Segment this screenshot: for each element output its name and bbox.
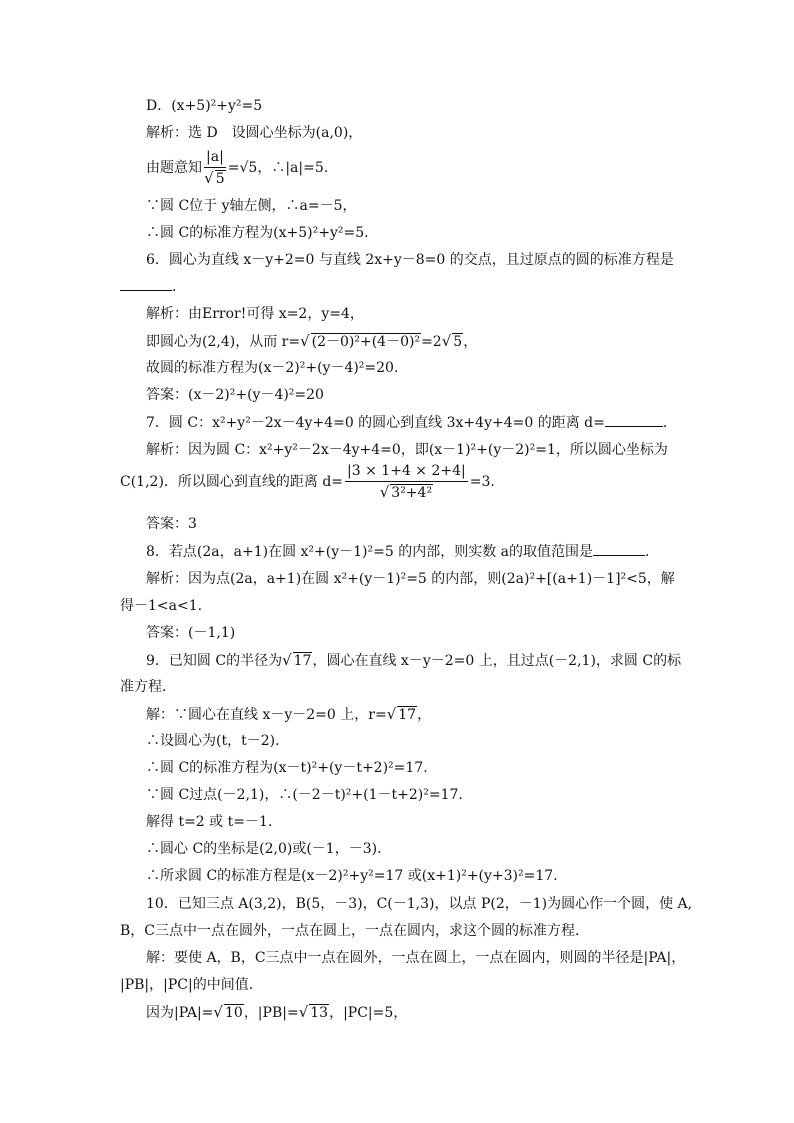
- radicand: 17: [293, 653, 312, 669]
- answer-line: 答案：(－1,1): [146, 625, 236, 641]
- text: 解：∵圆心在直线 x－y－2=0 上，r=: [146, 707, 387, 723]
- text: C(1,2)．所以圆心到直线的距离 d=: [120, 474, 344, 490]
- fraction: [345, 462, 468, 502]
- text: ．: [662, 415, 677, 431]
- question-10: 10．已知三点 A(3,2)，B(5，－3)，C(－1,3)，以点 P(2，－1)为圆心作一个圆，使 A,: [146, 896, 693, 912]
- sqrt-icon: √: [441, 332, 452, 350]
- answer-blank[interactable]: [605, 412, 663, 427]
- sqrt-icon: √: [386, 705, 397, 723]
- text-line: ∴所求圆 C的标准方程是(x－2)²+y²=17 或(x+1)²+(y+3)²=17.: [146, 868, 558, 884]
- question-8: [146, 541, 659, 561]
- text: =3.: [469, 474, 495, 490]
- text-line: ∴圆 C的标准方程为(x+5)²+y²=5.: [146, 225, 369, 241]
- text-line: B，C三点中一点在圆外，一点在圆上，一点在圆内，求这个圆的标准方程．: [120, 923, 589, 939]
- answer-blank[interactable]: [593, 541, 645, 556]
- radicand: 13: [310, 1005, 329, 1021]
- text-line: 故圆的标准方程为(x－2)²+(y－4)²=20.: [146, 360, 399, 376]
- text-line: 准方程．: [120, 679, 176, 695]
- text: =√5，∴|a|=5.: [227, 160, 329, 176]
- radicand: 3²+4²: [391, 485, 433, 501]
- radicand: 5: [453, 334, 463, 350]
- denominator: [345, 482, 468, 502]
- analysis-line: 解析：选 D 设圆心坐标为(a,0)，: [146, 125, 363, 141]
- text: ，|PB|=: [243, 1005, 299, 1021]
- radicand: (2－0)²+(4－0)²: [311, 334, 421, 350]
- text-line: ∴圆心 C的坐标是(2,0)或(－1，－3)．: [146, 841, 392, 857]
- option-d: D．(x+5)²+y²=5: [146, 98, 263, 114]
- radicand: 10: [224, 1005, 243, 1021]
- radicand: 5: [215, 171, 225, 187]
- text: ．: [172, 279, 186, 295]
- text-line: 解得 t=2 或 t=－1.: [146, 814, 273, 830]
- sqrt-icon: √: [379, 483, 390, 501]
- text-line: 得－1<a<1.: [120, 598, 203, 614]
- text: 9．已知圆 C的半径为: [146, 653, 283, 669]
- text: =2: [421, 334, 442, 350]
- text: 因为|PA|=: [146, 1005, 214, 1021]
- text: 7．圆 C：x²+y²－2x－4y+4=0 的圆心到直线 3x+4y+4=0 的距离 d=: [146, 415, 605, 431]
- fraction-line: [146, 148, 328, 196]
- text-line: [146, 1002, 407, 1022]
- sqrt-icon: √: [298, 1003, 309, 1021]
- solution-line: [146, 704, 431, 724]
- sqrt-icon: √: [213, 1003, 223, 1021]
- analysis-line: 解析：因为圆 C：x²+y²－2x－4y+4=0，即(x－1)²+(y－2)²=1，所以圆心坐标为: [146, 442, 668, 458]
- solution-line: 解：要使 A，B，C三点中一点在圆外，一点在圆上，一点在圆内，则圆的半径是|PA|，: [146, 950, 686, 966]
- text-line: ∴圆 C的标准方程为(x－t)²+(y－t+2)²=17.: [146, 760, 428, 776]
- sqrt-icon: √: [204, 169, 214, 187]
- text: 8．若点(2a，a+1)在圆 x²+(y－1)²=5 的内部，则实数 a的取值范围是: [146, 544, 593, 560]
- text: ，圆心在直线 x－y－2=0 上，且过点(－2,1)，求圆 C的标: [312, 653, 682, 669]
- question-6: 6．圆心为直线 x－y+2=0 与直线 2x+y－8=0 的交点，且过原点的圆的标准方程是: [146, 252, 674, 268]
- text: ，: [417, 707, 432, 723]
- text-line: [146, 331, 477, 351]
- question-7: [146, 412, 677, 432]
- fraction-line: [120, 462, 495, 510]
- analysis-line: 解析：由Error!可得 x=2，y=4，: [146, 306, 364, 322]
- text: 由题意知: [146, 160, 202, 176]
- numerator: |3 × 1+4 × 2+4|: [345, 462, 468, 482]
- denominator: [204, 168, 226, 188]
- fraction: [204, 148, 226, 188]
- text: 即圆心为(2,4)，从而 r=: [146, 334, 301, 350]
- text-line: ∴设圆心为(t，t－2)．: [146, 733, 290, 749]
- text: ，: [463, 334, 478, 350]
- text: ．: [645, 544, 659, 560]
- radicand: 17: [398, 707, 417, 723]
- numerator: |a|: [204, 148, 226, 168]
- text-line: ∵圆 C位于 y轴左侧，∴a=－5，: [146, 198, 357, 214]
- analysis-line: 解析：因为点(2a，a+1)在圆 x²+(y－1)²=5 的内部，则(2a)²+[(a+1)－1]²<5，解: [146, 571, 675, 587]
- text: ，|PC|=5，: [329, 1005, 408, 1021]
- text-line: ∵圆 C过点(－2,1)，∴(－2－t)²+(1－t+2)²=17.: [146, 787, 463, 803]
- answer-blank-line: [120, 276, 186, 296]
- sqrt-icon: √: [300, 332, 310, 350]
- answer-line: 答案：3: [146, 516, 197, 532]
- sqrt-icon: √: [282, 651, 292, 669]
- answer-line: 答案：(x－2)²+(y－4)²=20: [146, 387, 324, 403]
- answer-blank[interactable]: [120, 276, 172, 291]
- text-line: |PB|，|PC|的中间值．: [120, 977, 263, 993]
- question-9: [146, 650, 681, 670]
